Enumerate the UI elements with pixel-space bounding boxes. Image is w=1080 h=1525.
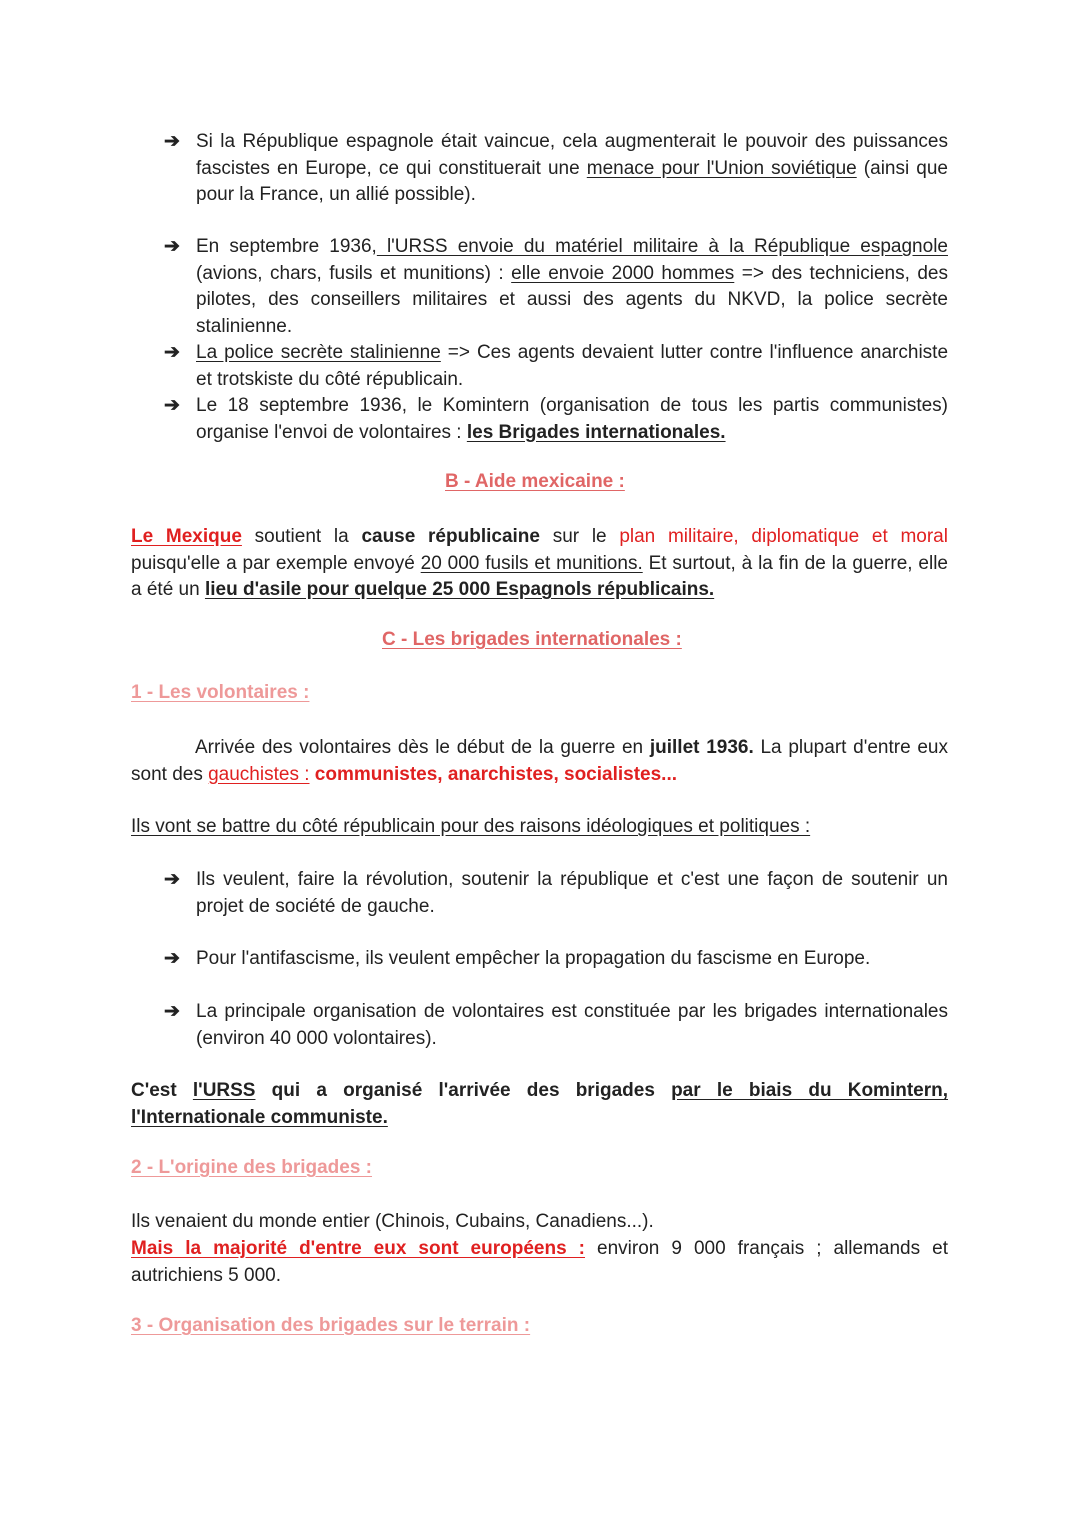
bullet-revolution: ➔ Ils veulent, faire la révolution, soutenir la république et c'est une façon de soutenir un projet de société de gauche. bbox=[164, 869, 948, 917]
section-b-title: B - Aide mexicaine : bbox=[445, 471, 625, 492]
arrow-icon: ➔ bbox=[164, 395, 180, 416]
arrow-icon: ➔ bbox=[164, 869, 180, 890]
section-c-title: C - Les brigades internationales : bbox=[382, 629, 682, 650]
bullet-antifascism: ➔ Pour l'antifascisme, ils veulent empêcher la propagation du fascisme en Europe. bbox=[164, 946, 948, 973]
subsection-organisation-title: 3 - Organisation des brigades sur le terrain : bbox=[131, 1315, 531, 1336]
bullet-komintern: ➔ Le 18 septembre 1936, le Komintern (organisation de tous les partis communistes) organise l'envoi de volontaires : les Brigades internationales. bbox=[164, 395, 948, 443]
bullet-secret-police: ➔ La police secrète stalinienne => Ces agents devaient lutter contre l'influence anarchiste et trotskiste du côté républicain. bbox=[164, 342, 949, 390]
bullet-urss-threat: ➔ Si la République espagnole était vaincue, cela augmenterait le pouvoir des puissances fascistes en Europe, ce qui constituerait une menace pour l'Union soviétique (ainsi que pour la France, un allié possible). bbox=[164, 131, 948, 205]
origin-paragraph-2: Mais la majorité d'entre eux sont européens : environ 9 000 français ; allemands et autrichiens 5 000. bbox=[131, 1238, 948, 1286]
subsection-volunteers-title: 1 - Les volontaires : bbox=[131, 682, 310, 703]
arrow-icon: ➔ bbox=[164, 131, 180, 152]
arrow-icon: ➔ bbox=[164, 1001, 180, 1022]
subsection-origin-title: 2 - L'origine des brigades : bbox=[131, 1157, 373, 1178]
arrow-icon: ➔ bbox=[164, 948, 180, 969]
origin-paragraph-1: Ils venaient du monde entier (Chinois, Cubains, Canadiens...). bbox=[131, 1211, 654, 1232]
arrow-icon: ➔ bbox=[164, 236, 180, 257]
bullet-urss-material: ➔ En septembre 1936, l'URSS envoie du matériel militaire à la République espagnole (avions, chars, fusils et munitions) : elle envoie 2000 hommes => des techniciens, des pilotes, des conseillers militaires et aussi des agents du NKVD, la police secrète stalinienne. bbox=[164, 236, 948, 337]
reasons-intro: Ils vont se battre du côté républicain pour des raisons idéologiques et politiques : bbox=[131, 816, 811, 837]
bullet-organisation: ➔ La principale organisation de volontaires est constituée par les brigades internationales (environ 40 000 volontaires). bbox=[164, 1001, 948, 1049]
volunteers-paragraph: Arrivée des volontaires dès le début de la guerre en juillet 1936. La plupart d'entre eux sont des gauchistes : communistes, anarchistes, socialistes... bbox=[131, 737, 948, 785]
urss-komintern-paragraph: C'est l'URSS qui a organisé l'arrivée des brigades par le biais du Komintern, l'Internationale communiste. bbox=[131, 1080, 949, 1128]
mexico-paragraph: Le Mexique soutient la cause républicaine sur le plan militaire, diplomatique et moral puisqu'elle a par exemple envoyé 20 000 fusils et munitions. Et surtout, à la fin de la guerre, elle a été un lieu d'asile pour quelque 25 000 Espagnols républicains. bbox=[131, 526, 948, 600]
arrow-icon: ➔ bbox=[164, 342, 180, 363]
